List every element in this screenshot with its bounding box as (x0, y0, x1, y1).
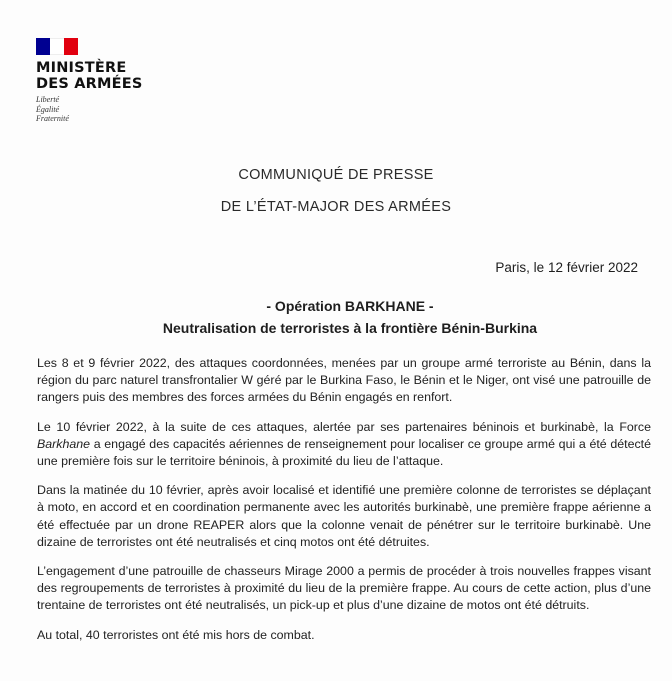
body-paragraph-2-end: a engagé des capacités aériennes de renseignement pour localiser ce groupe armé qui a été détecté une première fois sur le territoire béninois, à proximité du lieu de l’attaque. (37, 436, 651, 469)
communique-heading-line1: COMMUNIQUÉ DE PRESSE (238, 167, 434, 183)
republic-motto (36, 95, 156, 124)
release-subtitle: Neutralisation de terroristes à la frontière Bénin-Burkina (162, 320, 538, 336)
motto-egalite: Égalité (36, 104, 60, 114)
body-paragraph-4: L’engagement d’une patrouille de chasseurs Mirage 2000 a permis de procéder à trois nouvelles frappes visant des regroupements de terroristes à proximité du lieu de la première frappe. Au cours de cette action, plus d’une trentaine de terroristes ont été neutralisés, un pick-up et plus d’une dizaine de motos ont été détruits. (37, 564, 651, 613)
release-date: Paris, le 12 février 2022 (495, 260, 638, 275)
french-flag-icon (36, 38, 78, 55)
body-paragraph-1: Les 8 et 9 février 2022, des attaques coordonnées, menées par un groupe armé terroriste au Bénin, dans la région du parc naturel transfrontalier W géré par le Burkina Faso, le Bénin et le Niger, ont visé une patrouille de rangers puis des membres des forces armées du Bénin engagés en renfort. (37, 356, 651, 405)
ministry-name-line1: MINISTÈRE (36, 60, 127, 76)
body-paragraph-2 (37, 419, 651, 471)
body-paragraph-5: Au total, 40 terroristes ont été mis hors de combat. (37, 627, 315, 642)
flag-red-stripe (64, 38, 78, 55)
release-body (37, 355, 651, 656)
flag-white-stripe (50, 38, 64, 55)
motto-fraternite: Fraternité (36, 114, 69, 123)
body-paragraph-3: Dans la matinée du 10 février, après avoir localisé et identifié une première colonne de terroristes se déplaçant à moto, en accord et en coordination permanente avec les autorités burkinabè, une première frappe aérienne a été effectuée par un drone REAPER alors que la colonne venait de pénétrer sur le territoire burkinabè. Une dizaine de terroristes ont été neutralisés et cinq motos ont été détruites. (37, 483, 651, 549)
force-name: Barkhane (37, 436, 91, 451)
ministry-name (36, 60, 156, 92)
ministry-name-line2: DES ARMÉES (36, 76, 143, 92)
body-paragraph-2-start: Le 10 février 2022, à la suite de ces attaques, alertée par ses partenaires béninois et burkinabè, la Force (37, 419, 651, 434)
operation-title: - Opération BARKHANE - (266, 298, 434, 314)
ministry-logo (36, 38, 156, 124)
motto-liberte: Liberté (36, 95, 60, 104)
communique-heading-line2: DE L’ÉTAT-MAJOR DES ARMÉES (220, 199, 452, 215)
flag-blue-stripe (36, 38, 50, 55)
